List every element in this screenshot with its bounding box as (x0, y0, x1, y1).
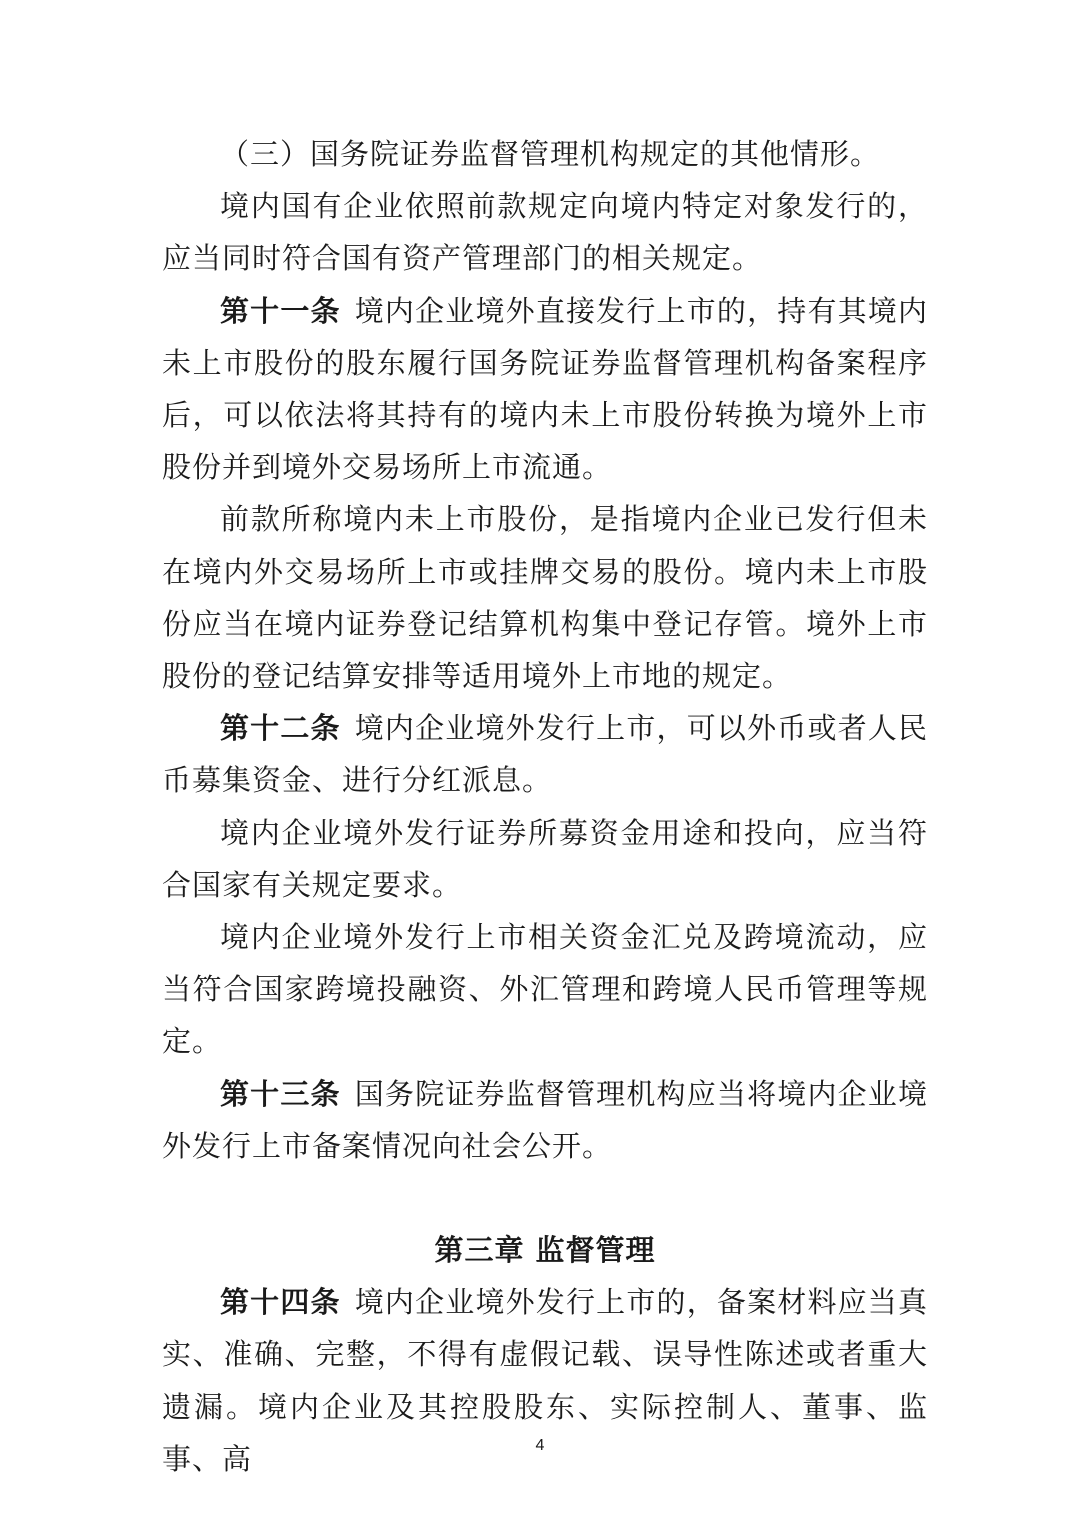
article-11-title: 第十一条 (220, 293, 341, 328)
document-body (162, 128, 928, 1485)
page-number: 4 (535, 1437, 545, 1454)
article-14-body: 境内企业境外发行上市的，备案材料应当真实、准确、完整，不得有虚假记载、误导性陈述或者重大遗漏。境内企业及其控股股东、实际控制人、董事、监事、高 (162, 1285, 928, 1476)
article-13-title: 第十三条 (220, 1076, 341, 1111)
article-11-body: 境内企业境外直接发行上市的，持有其境内未上市股份的股东履行国务院证券监督管理机构备案程序后，可以依法将其持有的境内未上市股份转换为境外上市股份并到境外交易场所上市流通。 (162, 293, 928, 485)
article-11 (162, 285, 928, 494)
article-13 (162, 1068, 928, 1172)
article-12 (162, 702, 928, 806)
paragraph-state-owned-enterprises: 境内国有企业依照前款规定向境内特定对象发行的，应当同时符合国有资产管理部门的相关规定。 (162, 189, 928, 276)
paragraph-funds-use: 境内企业境外发行证券所募资金用途和投向，应当符合国家有关规定要求。 (162, 815, 928, 902)
article-14-title: 第十四条 (220, 1285, 341, 1320)
paragraph-other-circumstances: （三）国务院证券监督管理机构规定的其他情形。 (220, 137, 881, 171)
paragraph-unlisted-shares-definition: 前款所称境内未上市股份，是指境内企业已发行但未在境内外交易场所上市或挂牌交易的股份。境内未上市股份应当在境内证券登记结算机构集中登记存管。境外上市股份的登记结算安排等适用境外上市地的规定。 (162, 502, 928, 694)
article-12-title: 第十二条 (220, 711, 341, 746)
article-12-body: 境内企业境外发行上市，可以外币或者人民币募集资金、进行分红派息。 (162, 711, 928, 798)
paragraph-cross-border-funds: 境内企业境外发行上市相关资金汇兑及跨境流动，应当符合国家跨境投融资、外汇管理和跨境人民币管理等规定。 (162, 920, 928, 1059)
chapter-title: 第三章 监督管理 (434, 1233, 656, 1268)
article-13-body: 国务院证券监督管理机构应当将境内企业境外发行上市备案情况向社会公开。 (162, 1076, 928, 1163)
